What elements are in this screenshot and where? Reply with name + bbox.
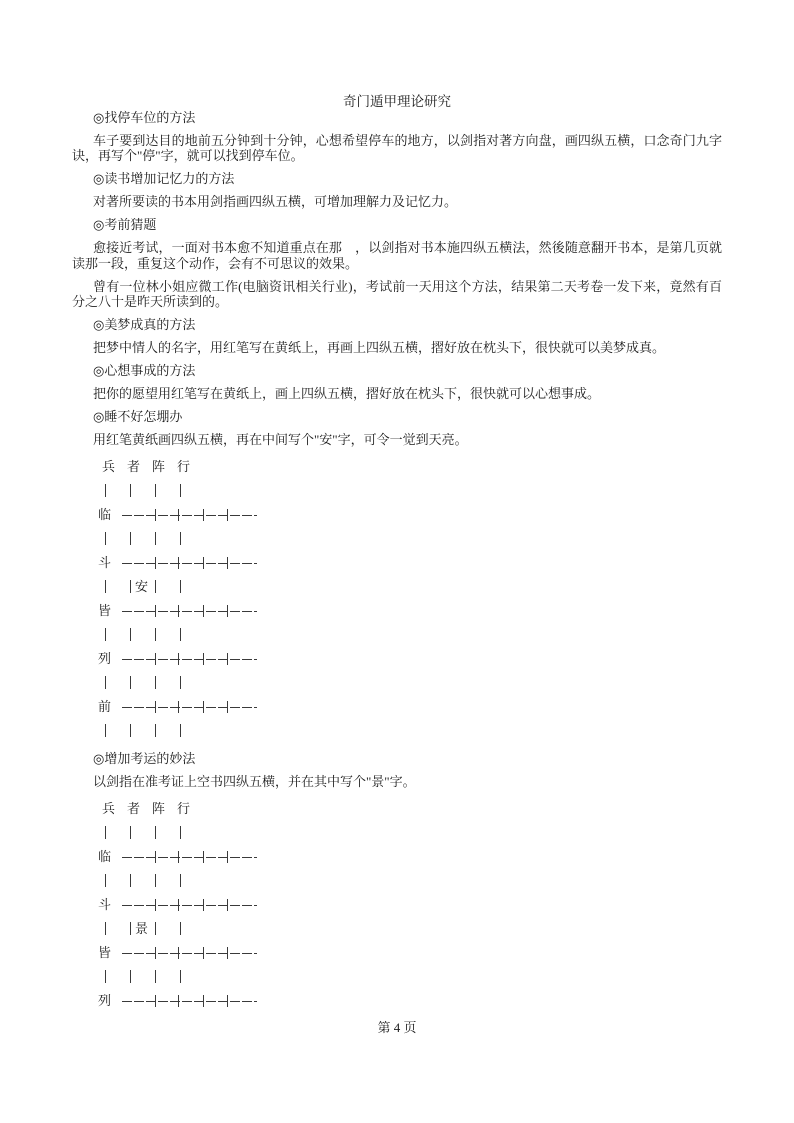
tick-stroke	[155, 947, 156, 959]
tick-stroke	[227, 605, 228, 617]
row-label: 列	[98, 651, 112, 666]
horizontal-stroke	[122, 953, 257, 954]
horizontal-stroke-row	[72, 845, 722, 869]
vertical-stroke	[180, 970, 181, 983]
tick-stroke	[203, 509, 204, 521]
tick-stroke	[203, 653, 204, 665]
tick-stroke	[178, 947, 179, 959]
tick-stroke	[203, 557, 204, 569]
tick-stroke	[155, 557, 156, 569]
tick-stroke	[203, 605, 204, 617]
vertical-strokes-row	[72, 869, 722, 893]
vertical-stroke	[155, 826, 156, 839]
vertical-stroke	[105, 970, 106, 983]
paragraph: 对著所要读的书本用剑指画四纵五横，可增加理解力及记忆力。	[93, 194, 458, 209]
center-character: 安	[135, 579, 149, 594]
page-title: 奇门遁甲理论研究	[343, 94, 451, 109]
vertical-strokes-row	[72, 965, 722, 989]
vertical-stroke	[105, 580, 106, 593]
vertical-stroke	[155, 922, 156, 935]
row-label: 斗	[98, 555, 112, 570]
vertical-strokes-row	[72, 623, 722, 647]
tick-stroke	[155, 851, 156, 863]
section-heading-sleep-well: ◎睡不好怎堋办	[93, 409, 183, 424]
tick-stroke	[178, 899, 179, 911]
col-header: 者	[127, 800, 141, 816]
vertical-stroke	[130, 532, 131, 545]
vertical-stroke	[130, 826, 131, 839]
vertical-stroke	[155, 628, 156, 641]
row-label: 临	[98, 507, 112, 522]
tick-stroke	[178, 509, 179, 521]
tick-stroke	[227, 947, 228, 959]
col-header: 者	[127, 459, 141, 474]
vertical-stroke	[155, 676, 156, 689]
paragraph: 曾有一位林小姐应微工作(电脑资讯相关行业)，考试前一天用这个方法，结果第二天考卷一发下来，竟然有百分之八十是昨天所读到的。	[72, 278, 722, 309]
tick-stroke	[178, 605, 179, 617]
tick-stroke	[178, 701, 179, 713]
vertical-stroke	[105, 922, 106, 935]
vertical-stroke	[180, 676, 181, 689]
tick-stroke	[178, 557, 179, 569]
vertical-stroke	[105, 724, 106, 737]
vertical-stroke	[155, 724, 156, 737]
vertical-stroke	[180, 484, 181, 497]
vertical-stroke	[155, 970, 156, 983]
row-label: 前	[98, 699, 112, 714]
paragraph: 用红笔黄纸画四纵五横，再在中间写个"安"字，可令一觉到天亮。	[93, 432, 468, 447]
tick-stroke	[227, 899, 228, 911]
horizontal-stroke	[122, 659, 257, 660]
vertical-stroke	[130, 580, 131, 593]
vertical-stroke	[130, 676, 131, 689]
tick-stroke	[178, 851, 179, 863]
col-header: 阵	[152, 800, 166, 816]
vertical-stroke	[105, 676, 106, 689]
vertical-stroke	[180, 628, 181, 641]
vertical-stroke	[180, 724, 181, 737]
horizontal-stroke-row	[72, 599, 722, 623]
row-label: 临	[98, 848, 112, 864]
vertical-stroke	[105, 484, 106, 497]
horizontal-stroke	[122, 905, 257, 906]
section-heading-reading-memory: ◎读书增加记忆力的方法	[93, 171, 235, 186]
col-header: 兵	[102, 459, 116, 474]
tick-stroke	[155, 653, 156, 665]
vertical-strokes-row-with-center-char	[72, 917, 722, 941]
vertical-stroke	[130, 724, 131, 737]
tick-stroke	[203, 899, 204, 911]
diagram-header-row	[72, 797, 722, 821]
section-heading-wish-come-true: ◎心想事成的方法	[93, 363, 196, 378]
vertical-strokes-row	[72, 821, 722, 845]
row-label: 列	[98, 992, 112, 1008]
row-label: 皆	[98, 944, 112, 960]
horizontal-stroke-row	[72, 989, 722, 1013]
tick-stroke	[178, 653, 179, 665]
tick-stroke	[178, 995, 179, 1007]
vertical-stroke	[105, 628, 106, 641]
tick-stroke	[155, 605, 156, 617]
horizontal-stroke-row	[72, 695, 722, 719]
vertical-stroke	[180, 532, 181, 545]
vertical-stroke	[155, 484, 156, 497]
col-header: 行	[177, 459, 191, 474]
horizontal-stroke	[122, 707, 257, 708]
diagram-header-row	[72, 455, 722, 479]
horizontal-stroke	[122, 1001, 257, 1002]
horizontal-stroke	[122, 611, 257, 612]
vertical-stroke	[130, 628, 131, 641]
center-character: 景	[135, 920, 149, 936]
horizontal-stroke	[122, 515, 257, 516]
tick-stroke	[227, 557, 228, 569]
col-header: 行	[177, 800, 191, 816]
tick-stroke	[155, 899, 156, 911]
horizontal-stroke-row	[72, 941, 722, 965]
vertical-strokes-row	[72, 719, 722, 743]
section-heading-parking: ◎找停车位的方法	[93, 109, 196, 125]
talisman-diagram-jing	[72, 797, 722, 1013]
vertical-strokes-row	[72, 479, 722, 503]
vertical-stroke	[180, 922, 181, 935]
vertical-stroke	[180, 580, 181, 593]
tick-stroke	[227, 995, 228, 1007]
section-heading-sweet-dream: ◎美梦成真的方法	[93, 317, 196, 332]
paragraph: 把梦中情人的名字，用红笔写在黄纸上，再画上四纵五横，摺好放在枕头下，很快就可以美梦成真。	[93, 340, 666, 355]
tick-stroke	[227, 851, 228, 863]
vertical-stroke	[155, 580, 156, 593]
tick-stroke	[155, 701, 156, 713]
vertical-stroke	[130, 874, 131, 887]
vertical-strokes-row	[72, 527, 722, 551]
section-heading-exam-luck: ◎增加考运的妙法	[93, 750, 196, 766]
horizontal-stroke-row	[72, 503, 722, 527]
row-label: 皆	[98, 603, 112, 618]
paragraph: 把你的愿望用红笔写在黄纸上，画上四纵五横，摺好放在枕头下，很快就可以心想事成。	[93, 386, 601, 401]
tick-stroke	[203, 947, 204, 959]
page-number: 第 4 页	[377, 1020, 417, 1035]
vertical-stroke	[155, 874, 156, 887]
col-header: 阵	[152, 459, 166, 474]
vertical-stroke	[105, 826, 106, 839]
vertical-stroke	[180, 874, 181, 887]
vertical-stroke	[180, 826, 181, 839]
tick-stroke	[227, 701, 228, 713]
tick-stroke	[227, 653, 228, 665]
horizontal-stroke	[122, 857, 257, 858]
vertical-stroke	[155, 532, 156, 545]
col-header: 兵	[102, 800, 116, 816]
vertical-stroke	[105, 874, 106, 887]
row-label: 斗	[98, 896, 112, 912]
tick-stroke	[203, 851, 204, 863]
vertical-stroke	[130, 484, 131, 497]
vertical-stroke	[130, 970, 131, 983]
horizontal-stroke-row	[72, 551, 722, 575]
vertical-strokes-row-with-center-char	[72, 575, 722, 599]
tick-stroke	[155, 995, 156, 1007]
vertical-stroke	[130, 922, 131, 935]
vertical-strokes-row	[72, 671, 722, 695]
horizontal-stroke-row	[72, 647, 722, 671]
horizontal-stroke-row	[72, 893, 722, 917]
horizontal-stroke	[122, 563, 257, 564]
paragraph: 以剑指在准考证上空书四纵五横，并在其中写个"景"字。	[93, 773, 416, 789]
vertical-stroke	[105, 532, 106, 545]
tick-stroke	[203, 995, 204, 1007]
tick-stroke	[227, 509, 228, 521]
paragraph: 车子要到达目的地前五分钟到十分钟，心想希望停车的地方，以剑指对著方向盘，画四纵五横，口念奇门九字诀，再写个"停"字，就可以找到停车位。	[72, 132, 722, 163]
paragraph: 愈接近考试，一面对书本愈不知道重点在那 ，以剑指对书本施四纵五横法，然後随意翻开书本，是第几页就读那一段，重复这个动作，会有不可思议的效果。	[72, 240, 722, 271]
tick-stroke	[203, 701, 204, 713]
section-heading-exam-guess: ◎考前猜题	[93, 217, 157, 232]
talisman-diagram-an	[72, 455, 722, 743]
tick-stroke	[155, 509, 156, 521]
